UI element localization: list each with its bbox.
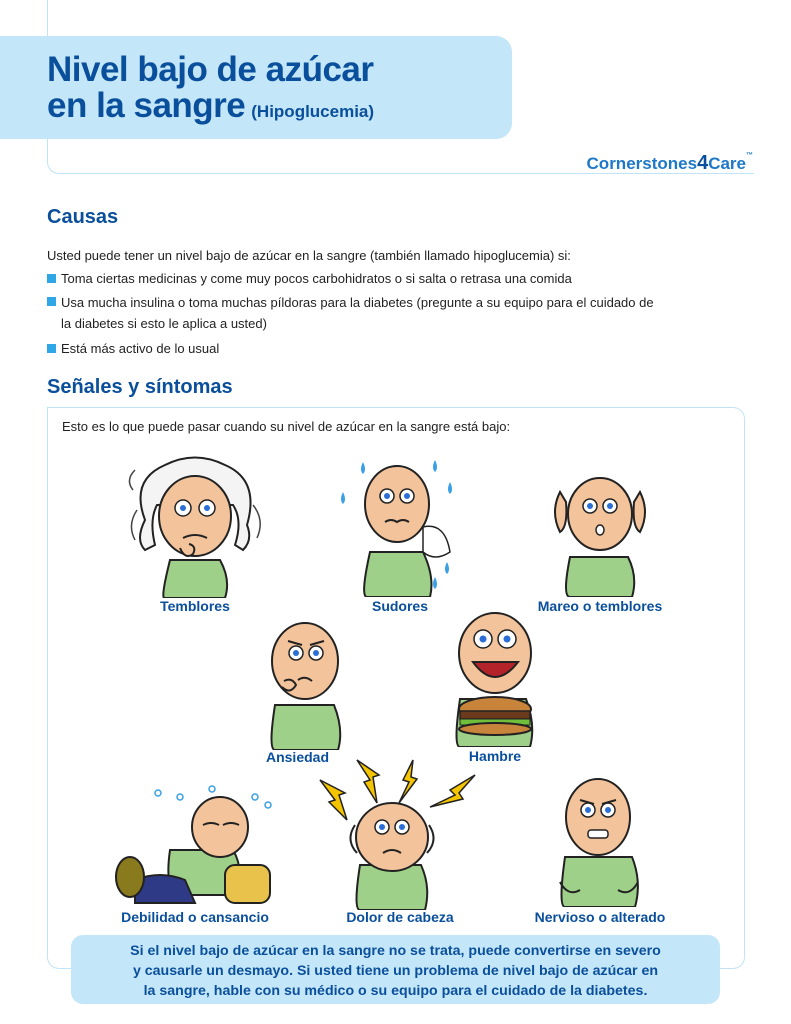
bullet-icon bbox=[47, 274, 56, 283]
causes-heading: Causas bbox=[47, 206, 119, 228]
bullet-icon bbox=[47, 297, 56, 306]
callout-line3: la sangre, hable con su médico o su equipo para el cuidado de la diabetes. bbox=[143, 983, 648, 999]
headache-figure-illustration bbox=[315, 755, 485, 910]
trembling-figure-illustration bbox=[125, 450, 265, 598]
warning-callout bbox=[71, 935, 720, 1004]
brand-suffix: Care bbox=[708, 154, 746, 173]
symptom-label-nervioso: Nervioso o alterado bbox=[534, 909, 666, 925]
symptom-label-sudores: Sudores bbox=[371, 598, 428, 614]
symptoms-intro: Esto es lo que puede pasar cuando su nivel de azúcar en la sangre está bajo: bbox=[62, 419, 511, 434]
bullet-icon bbox=[47, 344, 56, 353]
page-title-line1: Nivel bajo de azúcar bbox=[47, 50, 374, 89]
symptom-label-dolor-cabeza: Dolor de cabeza bbox=[346, 909, 454, 925]
dizzy-figure-illustration bbox=[540, 472, 660, 597]
brand-prefix: Cornerstones bbox=[586, 154, 698, 173]
causes-item-3: Está más activo de lo usual bbox=[61, 341, 220, 356]
callout-line1: Si el nivel bajo de azúcar en la sangre no se trata, puede convertirse en severo bbox=[130, 943, 661, 959]
brand-logo bbox=[587, 152, 753, 175]
nervous-figure-illustration bbox=[540, 772, 660, 907]
weak-figure-illustration bbox=[115, 785, 275, 905]
symptom-label-mareo: Mareo o temblores bbox=[537, 598, 663, 614]
symptom-label-ansiedad: Ansiedad bbox=[265, 749, 329, 765]
anxious-figure-illustration bbox=[250, 615, 360, 750]
brand-four: 4 bbox=[697, 152, 709, 174]
page-title-line2 bbox=[47, 86, 374, 132]
symptom-label-hambre: Hambre bbox=[468, 748, 522, 764]
symptom-label-temblores: Temblores bbox=[160, 598, 230, 614]
page-title-subtitle: (Hipoglucemia) bbox=[251, 102, 375, 121]
causes-intro: Usted puede tener un nivel bajo de azúcar en la sangre (también llamado hipoglucemia) si: bbox=[47, 248, 571, 263]
causes-item-2-cont: la diabetes si esto le aplica a usted) bbox=[61, 316, 267, 331]
brand-trademark: ™ bbox=[746, 152, 753, 159]
causes-item-1: Toma ciertas medicinas y come muy pocos carbohidratos o si salta o retrasa una comida bbox=[61, 271, 572, 286]
symptom-label-debilidad: Debilidad o cansancio bbox=[121, 909, 269, 925]
symptoms-heading: Señales y síntomas bbox=[47, 376, 233, 398]
callout-line2: y causarle un desmayo. Si usted tiene un problema de nivel bajo de azúcar en bbox=[132, 963, 659, 979]
hungry-figure-illustration bbox=[438, 607, 553, 747]
sweating-figure-illustration bbox=[335, 452, 460, 597]
page-title-main: en la sangre bbox=[47, 86, 246, 125]
causes-item-2: Usa mucha insulina o toma muchas píldoras para la diabetes (pregunte a su equipo para el cuidado de bbox=[61, 295, 654, 310]
